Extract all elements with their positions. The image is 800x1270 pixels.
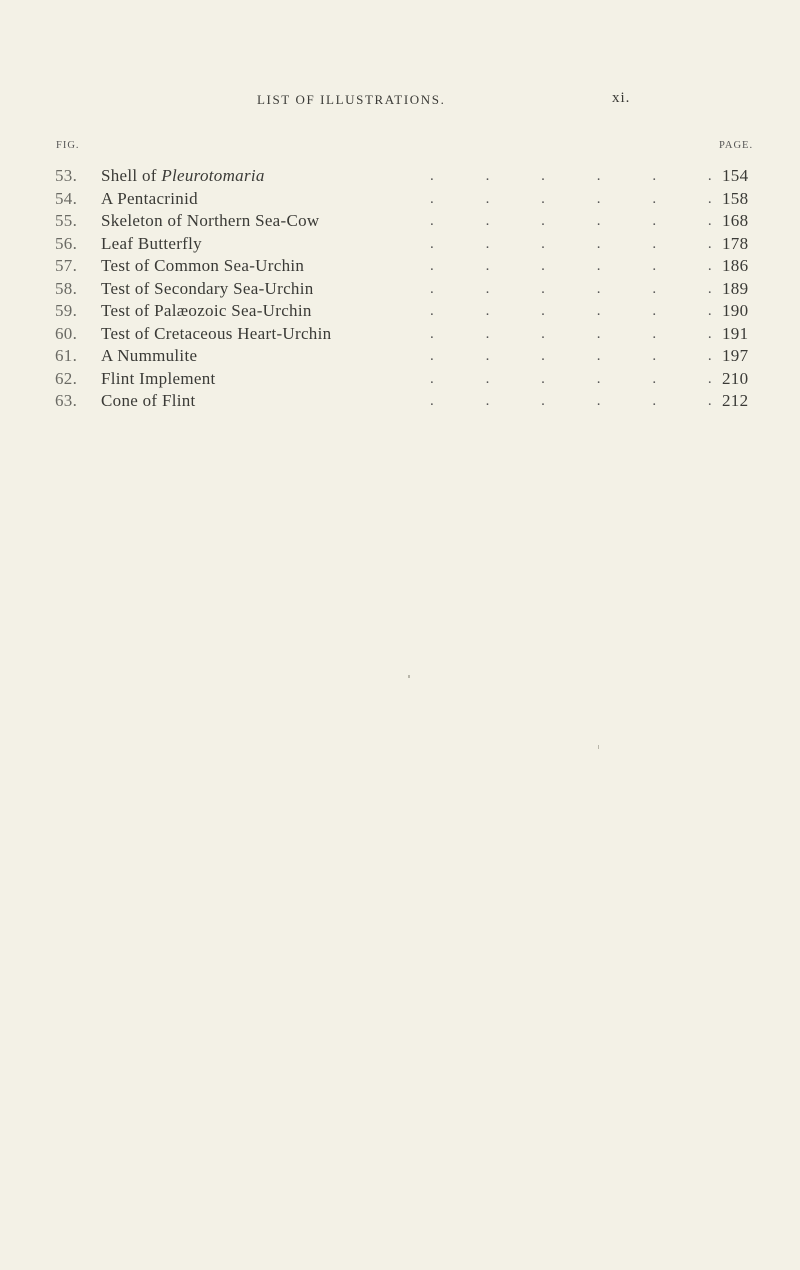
caption-text: Leaf Butterfly [101,233,202,253]
caption-text: Test of Secondary Sea-Urchin [101,278,314,298]
dot-leaders: . . . . . . [430,213,712,229]
figure-caption [101,390,196,412]
figure-caption [101,188,198,210]
figure-caption [101,255,304,277]
illustrations-list [0,165,800,413]
page-number: 186 [722,256,749,275]
list-item [0,368,800,391]
paper-speck [598,745,599,749]
caption-text: A Nummulite [101,346,198,365]
figure-number: 62. [55,368,78,388]
figure-number: 57. [55,256,78,275]
dot-leaders: . . . . . . [430,303,712,319]
page-column-heading: PAGE. [719,140,754,151]
column-headings [0,140,800,160]
caption-italic-text: Pleurotomaria [161,166,265,185]
dot-leaders: . . . . . . [430,168,712,184]
list-item [0,233,800,256]
figure-caption [101,300,312,322]
list-item [0,255,800,278]
caption-text: Test of Palæozoic Sea-Urchin [101,301,312,320]
dot-leaders: . . . . . . [430,370,712,387]
figure-number: 61. [55,346,78,365]
running-head [0,90,800,112]
page-number: 168 [722,211,749,230]
page-number: 212 [722,391,749,410]
dot-leaders: . . . . . . [430,393,712,409]
figure-caption [101,368,216,390]
list-item [0,390,800,413]
page-number: 189 [722,278,749,298]
dot-leaders: . . . . . . [430,235,712,252]
figure-caption [101,278,314,300]
fig-column-heading: FIG. [56,140,80,151]
figure-number: 63. [55,391,78,410]
figure-number: 55. [55,211,78,230]
page-number: 210 [722,368,749,388]
caption-text: Test of Cretaceous Heart-Urchin [101,323,332,343]
page-number: 178 [722,233,749,253]
figure-caption [101,345,197,367]
page-number: 158 [722,188,749,208]
caption-text: Cone of Flint [101,391,196,410]
caption-text: A Pentacrinid [101,188,198,208]
figure-caption [101,165,265,187]
page-number: 197 [722,346,749,365]
caption-text: Test of Common Sea-Urchin [101,256,305,275]
figure-caption [101,210,320,232]
figure-number: 60. [55,323,78,343]
page-number: 154 [722,166,749,185]
list-item [0,300,800,323]
dot-leaders: . . . . . . [430,280,712,297]
figure-number: 58. [55,278,78,298]
paper-speck [408,675,410,678]
list-item [0,278,800,301]
list-item [0,188,800,211]
dot-leaders: . . . . . . [430,190,712,207]
figure-number: 53. [55,166,78,185]
list-item [0,323,800,346]
page-number: 190 [722,301,749,320]
figure-number: 54. [55,188,78,208]
caption-text: Skeleton of Northern Sea-Cow [101,211,320,230]
list-item [0,345,800,368]
figure-number: 56. [55,233,78,253]
dot-leaders: . . . . . . [430,258,712,274]
caption-text: Shell of [101,166,162,185]
dot-leaders: . . . . . . [430,325,712,342]
running-head-title: LIST OF ILLUSTRATIONS. [257,92,446,107]
list-item [0,165,800,188]
figure-caption [101,233,202,255]
dot-leaders: . . . . . . [430,348,712,364]
list-item [0,210,800,233]
figure-number: 59. [55,301,78,320]
page-folio: xi. [612,90,631,106]
figure-caption [101,323,331,345]
caption-text: Flint Implement [101,368,216,388]
page-number: 191 [722,323,749,343]
